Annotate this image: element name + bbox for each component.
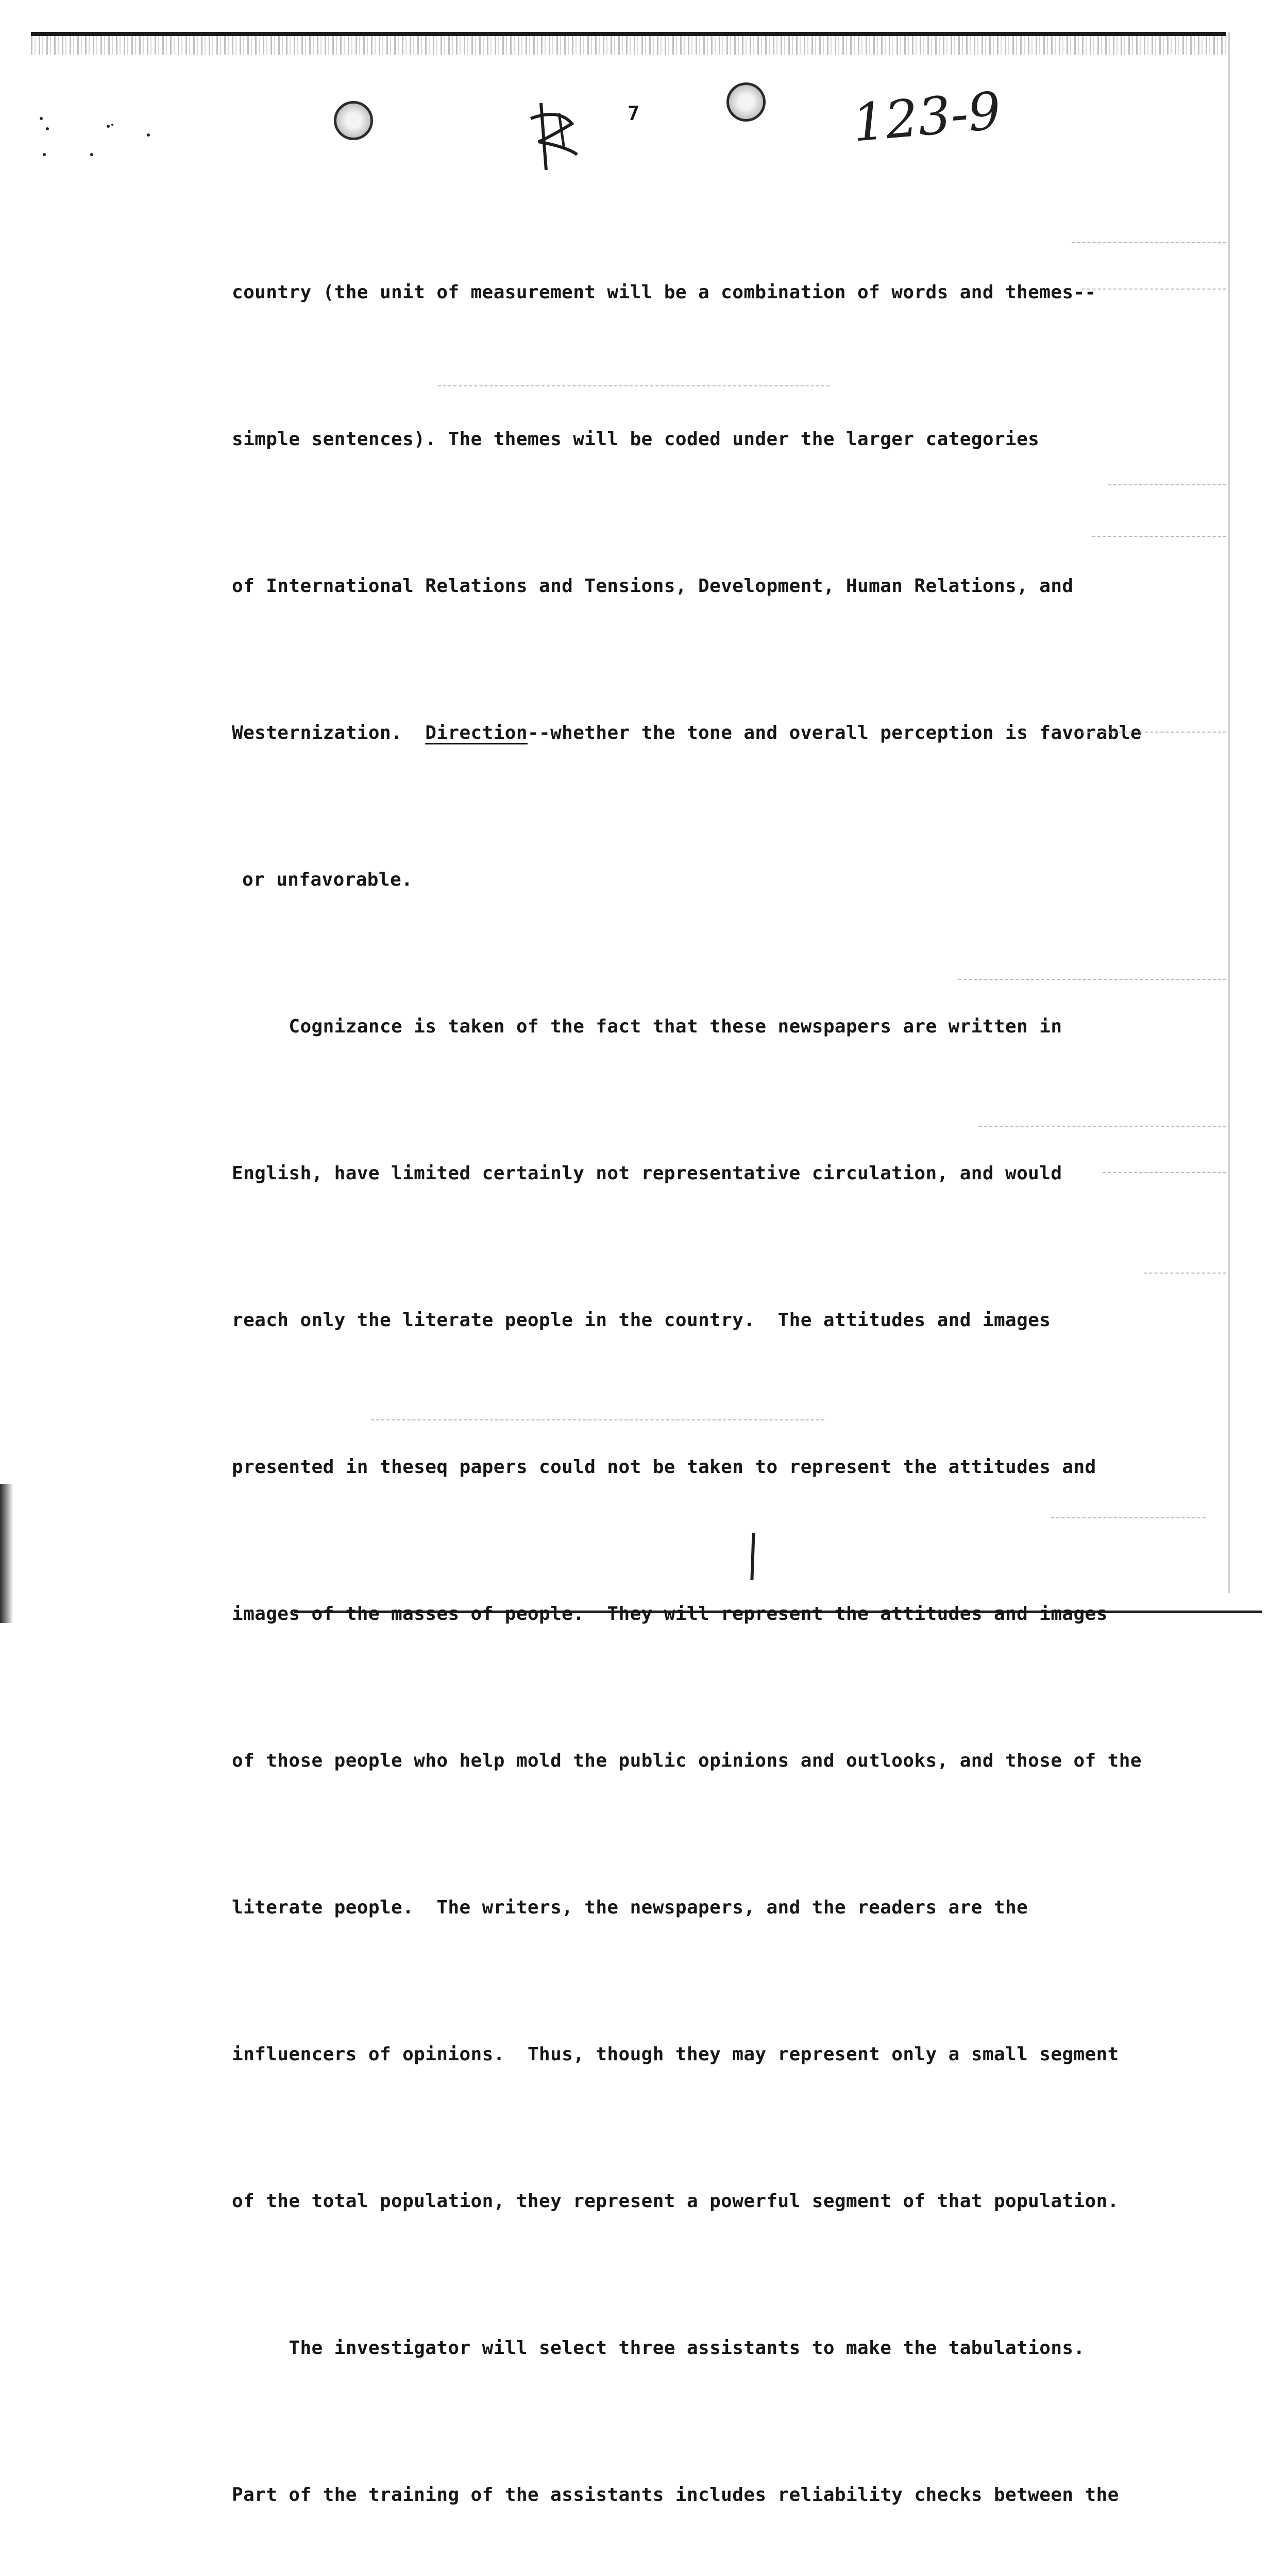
text-line: Part of the training of the assistants includes reliability checks between the — [232, 2484, 1119, 2505]
text-line: country (the unit of measurement will be a combination of words and themes-- — [232, 282, 1096, 303]
punch-hole-right — [726, 82, 766, 122]
text-line: reach only the literate people in the country. The attitudes and images — [232, 1310, 1051, 1331]
text-line: English, have limited certainly not representative circulation, and would — [232, 1163, 1062, 1184]
text-line: Cognizance is taken of the fact that these newspapers are written in — [232, 1016, 1062, 1037]
text-line: of International Relations and Tensions, Development, Human Relations, and — [232, 575, 1074, 597]
margin-specks — [31, 98, 165, 170]
pencil-guide-line — [1051, 1517, 1206, 1518]
scan-noise-strip — [31, 36, 1226, 55]
pencil-guide-line — [1144, 1273, 1226, 1274]
text-line: of those people who help mold the public opinions and outlooks, and those of the — [232, 1750, 1142, 1771]
pencil-guide-line — [1108, 484, 1226, 485]
text-segment: --whether the tone and overall perception is favorable — [527, 722, 1142, 743]
pencil-guide-line — [1077, 732, 1226, 733]
text-line: influencers of opinions. Thus, though they may represent only a small segment — [232, 2044, 1119, 2065]
scan-top-edge — [31, 32, 1226, 36]
pencil-guide-line — [979, 1126, 1226, 1127]
text-line — [232, 708, 1226, 757]
text-line: or unfavorable. — [242, 869, 413, 890]
text-segment: Westernization. — [232, 722, 426, 743]
pencil-guide-line — [958, 979, 1226, 980]
pencil-guide-line — [1082, 289, 1226, 290]
pencil-guide-line — [371, 1419, 824, 1420]
text-line: of the total population, they represent a powerful segment of that population. — [232, 2191, 1119, 2212]
pencil-guide-line — [1092, 536, 1226, 537]
handwritten-file-number: 123-9 — [850, 80, 1004, 154]
handwritten-mark — [510, 93, 598, 180]
text-line: literate people. The writers, the newspapers, and the readers are the — [232, 1897, 1028, 1918]
text-line: simple sentences). The themes will be coded under the larger categories — [232, 429, 1040, 450]
text-line: images of the masses of people. They will represent the attitudes and images — [232, 1603, 1108, 1624]
scan-right-edge — [1228, 32, 1230, 1593]
pencil-guide-line — [1103, 1172, 1226, 1173]
underlined-heading-direction: Direction — [425, 722, 528, 743]
punch-hole-left — [334, 101, 373, 140]
scan-left-shadow — [0, 1484, 13, 1623]
text-line: The investigator will select three assistants to make the tabulations. — [232, 2337, 1085, 2359]
text-line: presented in theseq papers could not be taken to represent the attitudes and — [232, 1456, 1096, 1478]
pencil-guide-line — [1072, 242, 1226, 243]
page-number: 7 — [628, 102, 639, 125]
typewritten-body — [232, 170, 1226, 2576]
pencil-guide-line — [438, 385, 830, 386]
